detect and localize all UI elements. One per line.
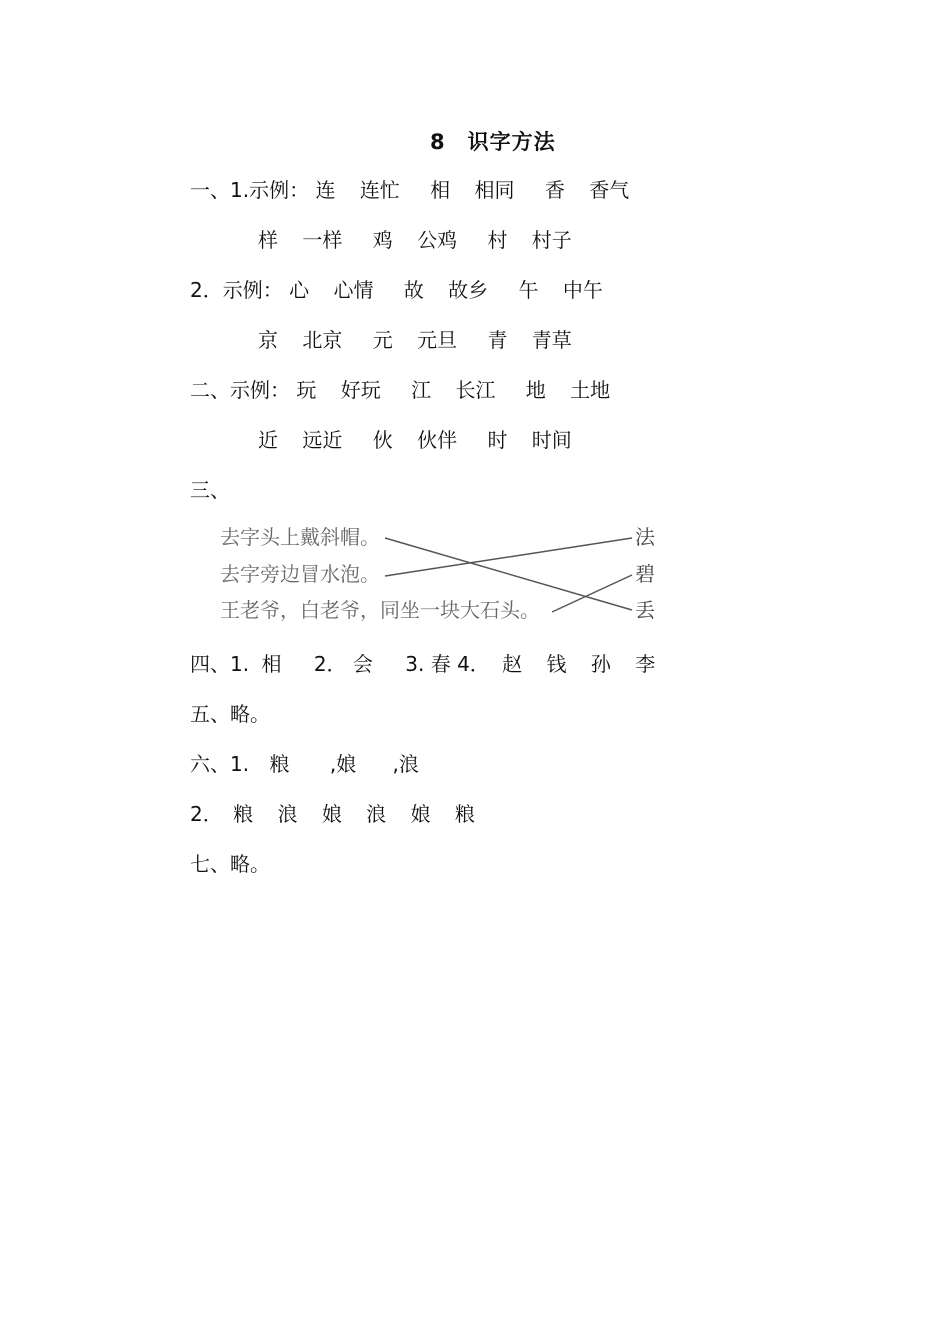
word: 远近 [302,428,343,452]
answer: 粮 [233,802,254,826]
word: 好玩 [340,378,381,402]
answer: 钱 [546,652,567,676]
word: 心情 [333,278,374,302]
answer: 娘 [321,802,342,826]
word: 村子 [531,228,572,252]
answer: 浪 [366,802,387,826]
matching-exercise [220,520,670,630]
word: 青 [487,328,508,352]
word: 青草 [531,328,572,352]
section4-row [190,650,655,678]
section3-label: 三、 [190,478,230,502]
word: 村 [487,228,508,252]
answer: 李 [635,652,656,676]
item-label: 3. [405,652,425,676]
item-label: 4． [457,652,490,676]
match-line-1 [385,538,632,610]
answer: 孙 [590,652,611,676]
section1-row2 [258,226,572,254]
word: 玩 [296,378,317,402]
riddle-1: 去字头上戴斜帽。 [220,525,380,549]
word: 公鸡 [417,228,458,252]
answer: ,浪 [392,752,419,776]
word: 近 [258,428,278,452]
word: 土地 [570,378,611,402]
answer: 赵 [502,652,523,676]
item-label: 2． [313,652,347,676]
word: 香气 [589,178,630,202]
section1-row1 [190,176,629,204]
word: 中午 [562,278,603,302]
section6-label2: 2． [190,802,223,826]
section1-row4 [258,326,572,354]
section2-row1 [190,376,610,404]
word: 北京 [302,328,343,352]
answer-char-1: 法 [635,525,655,549]
section1-item2-label: 2．示例： [190,278,283,302]
answer: 粮 [454,802,475,826]
word: 元旦 [417,328,458,352]
word: 故 [403,278,424,302]
answer-char-3: 丢 [635,598,655,622]
answer: 粮 [269,752,290,776]
page-title [430,126,556,156]
answer: 相 [261,652,282,676]
word: 鸡 [372,228,393,252]
word: 江 [411,378,432,402]
word: 相 [430,178,451,202]
answer: 会 [352,652,373,676]
word: 长江 [455,378,496,402]
section2-row2 [258,426,572,454]
word: 心 [289,278,310,302]
word: 样 [258,228,278,252]
riddle-3: 王老爷，白老爷，同坐一块大石头。 [220,598,540,622]
section7-row: 七、略。 [190,852,270,876]
word: 一样 [302,228,343,252]
riddle-2: 去字旁边冒水泡。 [220,562,380,586]
lesson-number: 8 [430,130,446,154]
word: 伙 [372,428,393,452]
word: 连忙 [359,178,400,202]
match-line-2 [385,538,632,576]
answer: 娘 [410,802,431,826]
word: 连 [315,178,336,202]
section6-row1 [190,750,419,778]
word: 相同 [474,178,515,202]
word: 时 [487,428,508,452]
word: 故乡 [448,278,489,302]
match-lines [220,520,670,630]
section1-row3 [190,276,603,304]
word: 午 [518,278,539,302]
answer-char-2: 碧 [635,562,655,586]
word: 京 [258,328,278,352]
section4-label: 四、1. [190,652,250,676]
answer: ,娘 [329,752,357,776]
word: 时间 [531,428,572,452]
answer: 春 [430,652,451,676]
section1-label: 一、1.示例： [190,178,310,202]
section6-row2 [190,800,475,828]
word: 元 [372,328,393,352]
word: 伙伴 [417,428,458,452]
lesson-title: 识字方法 [467,130,556,154]
word: 地 [525,378,546,402]
word: 香 [544,178,565,202]
answer: 浪 [277,802,298,826]
section2-label: 二、示例： [190,378,290,402]
section6-label: 六、1. [190,752,250,776]
section5-row: 五、略。 [190,702,270,726]
